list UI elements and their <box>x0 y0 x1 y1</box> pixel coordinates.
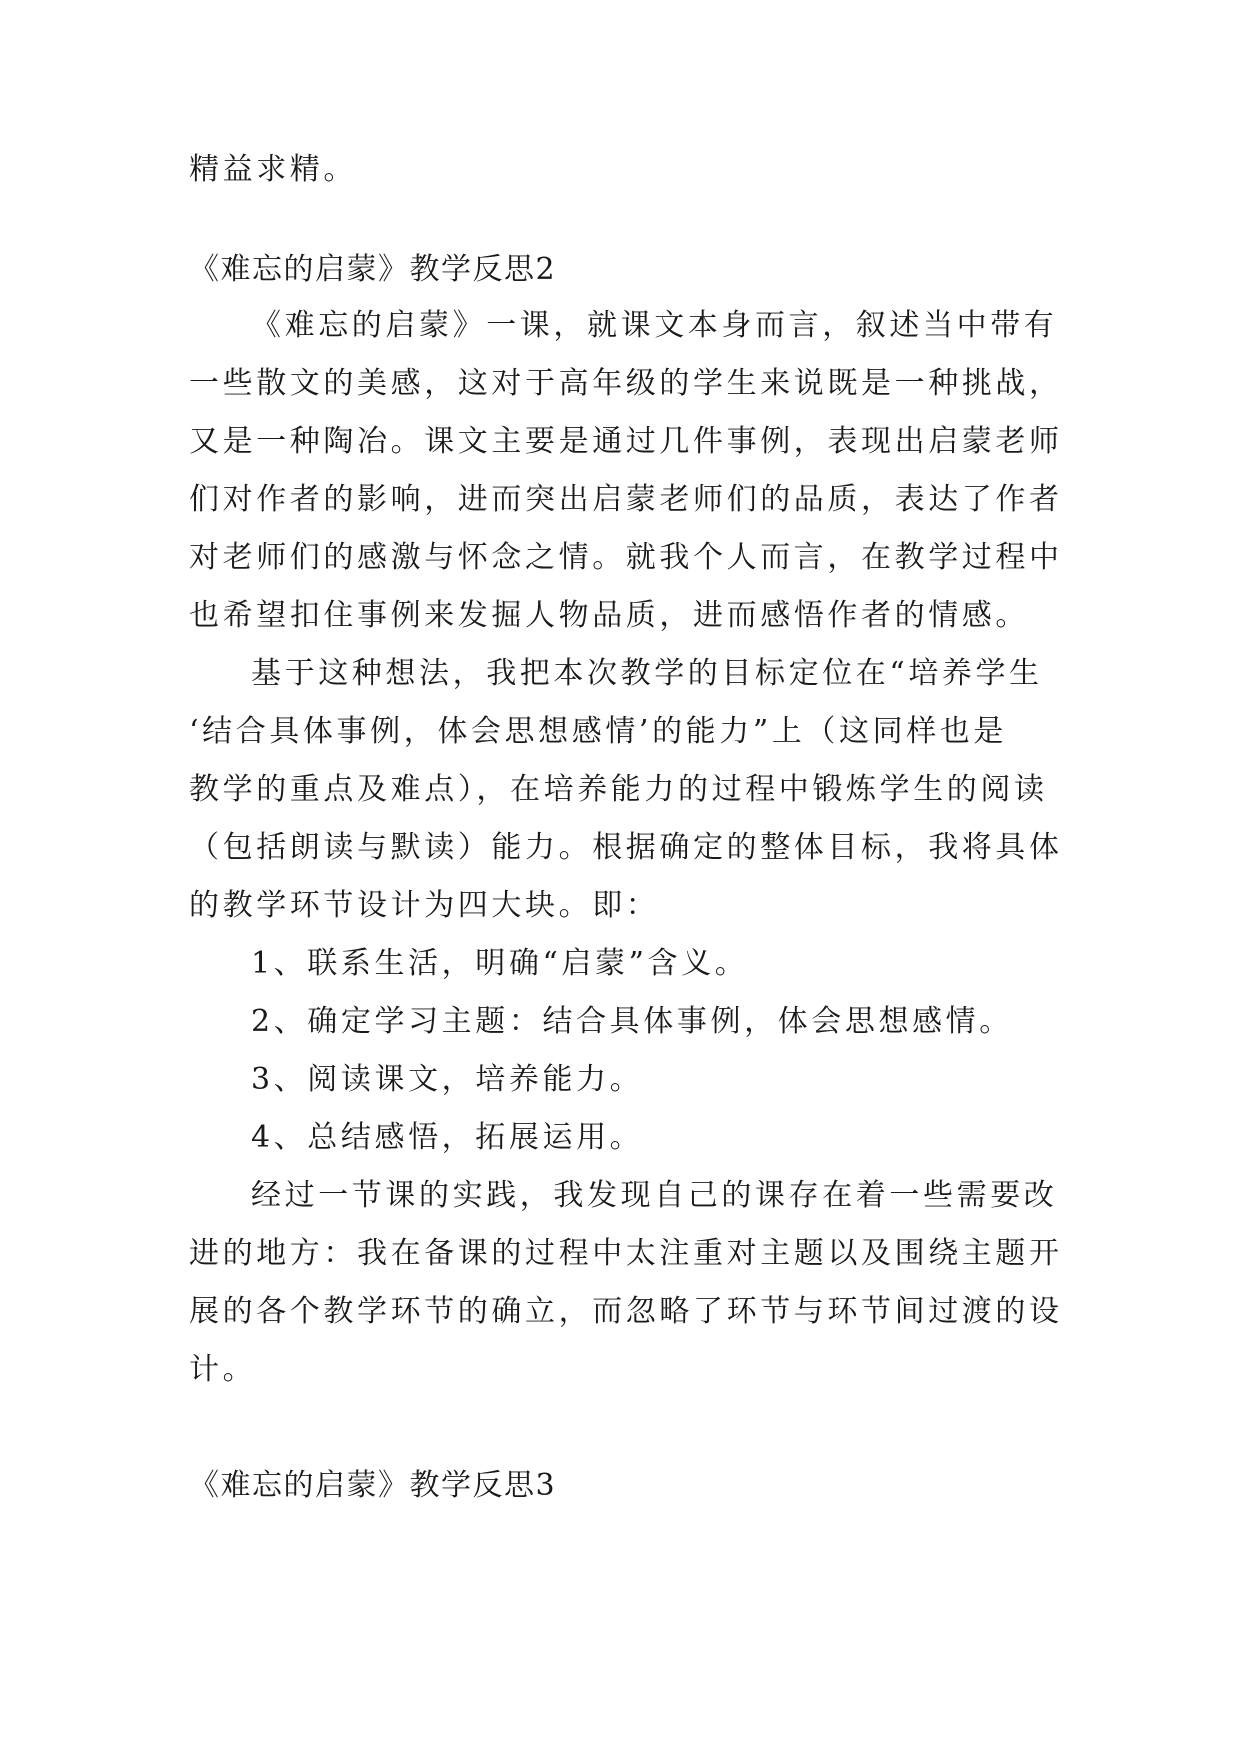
paragraph-2-line-2: ‘结合具体事例，体会思想感情’的能力”上（这同样也是 <box>189 714 1008 749</box>
paragraph-2-line-5: 的教学环节设计为四大块。即： <box>189 888 660 923</box>
paragraph-3-line-4: 计。 <box>189 1352 257 1387</box>
step-item-2: 2、确定学习主题：结合具体事例，体会思想感情。 <box>251 1004 1013 1039</box>
paragraph-3-line-2: 进的地方：我在备课的过程中太注重对主题以及围绕主题开 <box>189 1236 1063 1271</box>
paragraph-2-line-4: （包括朗读与默读）能力。根据确定的整体目标，我将具体 <box>189 830 1063 865</box>
paragraph-1-line-6: 也希望扣住事例来发掘人物品质，进而感悟作者的情感。 <box>189 598 1029 633</box>
paragraph-2-line-3: 教学的重点及难点），在培养能力的过程中锻炼学生的阅读 <box>189 772 1048 807</box>
paragraph-1-line-4: 们对作者的影响，进而突出启蒙老师们的品质，表达了作者 <box>189 482 1063 517</box>
step-item-3: 3、阅读课文，培养能力。 <box>251 1062 644 1097</box>
paragraph-1-line-5: 对老师们的感激与怀念之情。就我个人而言，在教学过程中 <box>189 540 1063 575</box>
paragraph-1-line-2: 一些散文的美感，这对于高年级的学生来说既是一种挑战， <box>189 366 1063 401</box>
paragraph-3-line-3: 展的各个教学环节的确立，而忽略了环节与环节间过渡的设 <box>189 1294 1063 1329</box>
paragraph-3-line-1: 经过一节课的实践，我发现自己的课存在着一些需要改 <box>251 1178 1058 1213</box>
section-heading-3: 《难忘的启蒙》教学反思3 <box>189 1468 557 1503</box>
paragraph-tail-line: 精益求精。 <box>189 152 357 187</box>
step-item-1: 1、联系生活，明确“启蒙”含义。 <box>251 946 749 981</box>
paragraph-1-line-3: 又是一种陶冶。课文主要是通过几件事例，表现出启蒙老师 <box>189 424 1063 459</box>
section-heading-2: 《难忘的启蒙》教学反思2 <box>189 252 557 287</box>
step-item-4: 4、总结感悟，拓展运用。 <box>251 1120 644 1155</box>
paragraph-1-line-1: 《难忘的启蒙》一课，就课文本身而言，叙述当中带有 <box>251 308 1058 343</box>
paragraph-2-line-1: 基于这种想法，我把本次教学的目标定位在“培养学生 <box>251 656 1043 691</box>
